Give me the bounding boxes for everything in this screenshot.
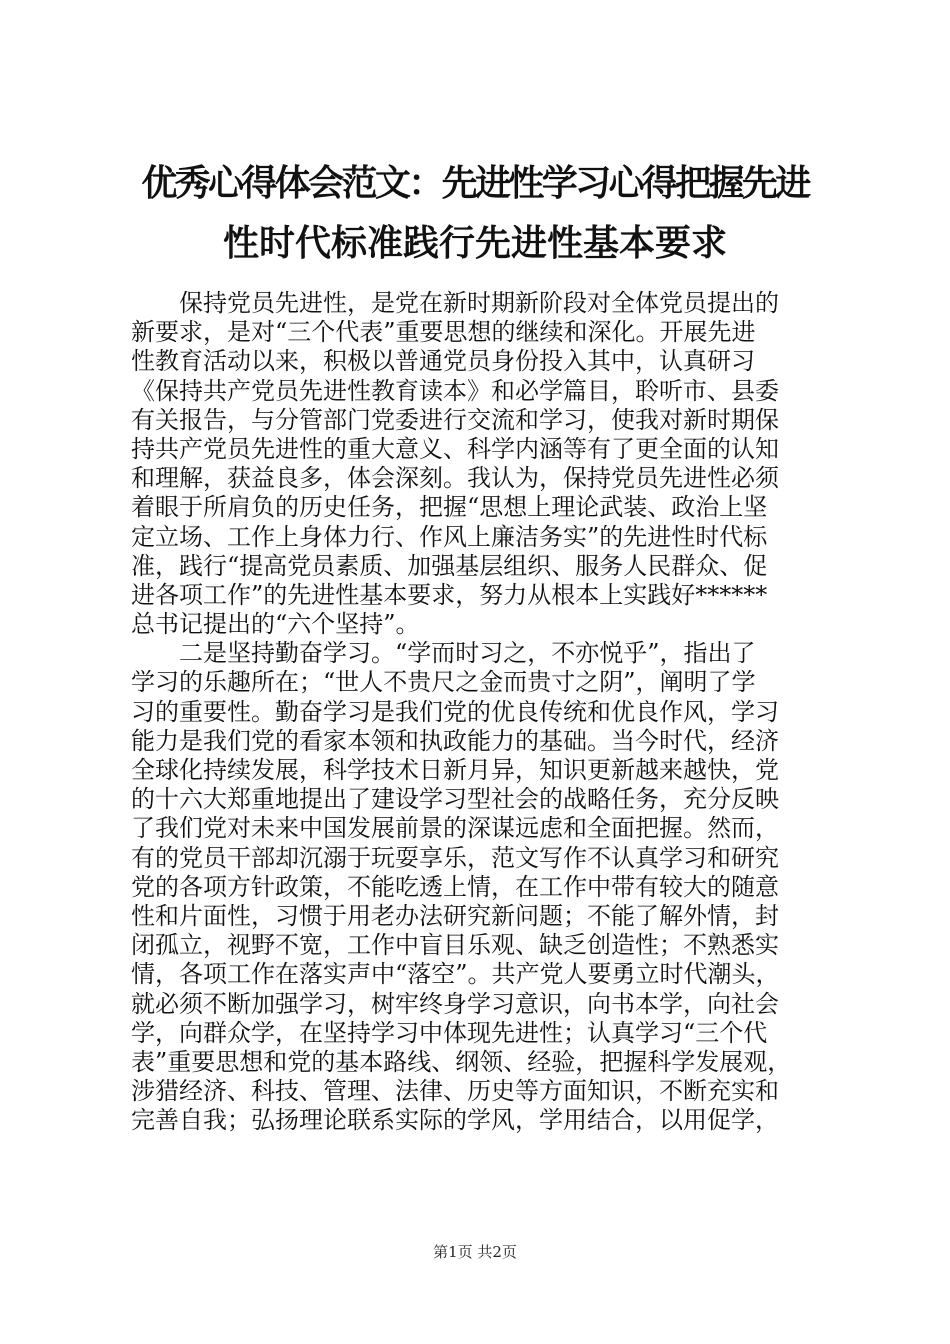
body-text-line: 性教育活动以来，积极以普通党员身份投入其中，认真研习 — [131, 347, 755, 376]
body-text-line: 着眼于所肩负的历史任务，把握“思想上理论武装、政治上坚 — [131, 493, 768, 522]
body-text-line: 学，向群众学，在坚持学习中体现先进性；认真学习“三个代 — [131, 1018, 768, 1047]
body-text-line: 能力是我们党的看家本领和执政能力的基础。当今时代，经济 — [131, 726, 779, 755]
body-text-line: 有的党员干部却沉溺于玩耍享乐，范文写作不认真学习和研究 — [131, 843, 779, 872]
body-text-line: 和理解，获益良多，体会深刻。我认为，保持党员先进性必须 — [131, 464, 779, 493]
body-text-line: 党的各项方针政策，不能吃透上情，在工作中带有较大的随意 — [131, 872, 779, 901]
body-text-line: 定立场、工作上身体力行、作风上廉洁务实”的先进性时代标 — [131, 522, 768, 551]
body-text-line: 持共产党员先进性的重大意义、科学内涵等有了更全面的认知 — [131, 434, 779, 463]
body-text-line: 完善自我；弘扬理论联系实际的学风，学用结合，以用促学， — [131, 1106, 779, 1135]
document-title-line-1: 优秀心得体会范文：先进性学习心得把握先进 — [141, 163, 809, 204]
body-text-line: 有关报告，与分管部门党委进行交流和学习，使我对新时期保 — [131, 405, 779, 434]
document-body — [131, 289, 831, 1135]
body-text-line: 进各项工作”的先进性基本要求，努力从根本上实践好****** — [131, 580, 768, 609]
body-text-line: 新要求，是对“三个代表”重要思想的继续和深化。开展先进 — [131, 318, 756, 347]
body-text-line: 准，践行“提高党员素质、加强基层组织、服务人民群众、促 — [131, 551, 768, 580]
body-text-line: 《保持共产党员先进性教育读本》和必学篇目，聆听市、县委 — [131, 376, 779, 405]
body-text-line: 总书记提出的“六个坚持”。 — [131, 610, 420, 639]
body-text-line: 就必须不断加强学习，树牢终身学习意识，向书本学，向社会 — [131, 989, 779, 1018]
body-text-line: 学习的乐趣所在；“世人不贵尺之金而贵寸之阴”，阐明了学 — [131, 668, 756, 697]
body-text-line: 了我们党对未来中国发展前景的深谋远虑和全面把握。然而， — [131, 814, 779, 843]
body-text-line: 保持党员先进性，是党在新时期新阶段对全体党员提出的 — [131, 289, 779, 317]
document-title-line-2: 性时代标准践行先进性基本要求 — [222, 223, 727, 264]
body-text-line: 表”重要思想和党的基本路线、纲领、经验，把握科学发展观， — [131, 1047, 792, 1076]
body-text-line: 闭孤立，视野不宽，工作中盲目乐观、缺乏创造性；不熟悉实 — [131, 931, 779, 960]
body-text-line: 性和片面性，习惯于用老办法研究新问题；不能了解外情，封 — [131, 901, 779, 930]
body-text-line: 情，各项工作在落实声中“落空”。共产党人要勇立时代潮头， — [131, 960, 780, 989]
body-text-line: 习的重要性。勤奋学习是我们党的优良传统和优良作风，学习 — [131, 697, 779, 726]
body-text-line: 二是坚持勤奋学习。“学而时习之，不亦悦乎”，指出了 — [131, 639, 756, 668]
page-footer: 第1页 共2页 — [433, 1243, 517, 1261]
body-text-line: 涉猎经济、科技、管理、法律、历史等方面知识，不断充实和 — [131, 1077, 779, 1106]
body-text-line: 的十六大郑重地提出了建设学习型社会的战略任务，充分反映 — [131, 785, 779, 814]
body-text-line: 全球化持续发展，科学技术日新月异，知识更新越来越快，党 — [131, 756, 779, 784]
